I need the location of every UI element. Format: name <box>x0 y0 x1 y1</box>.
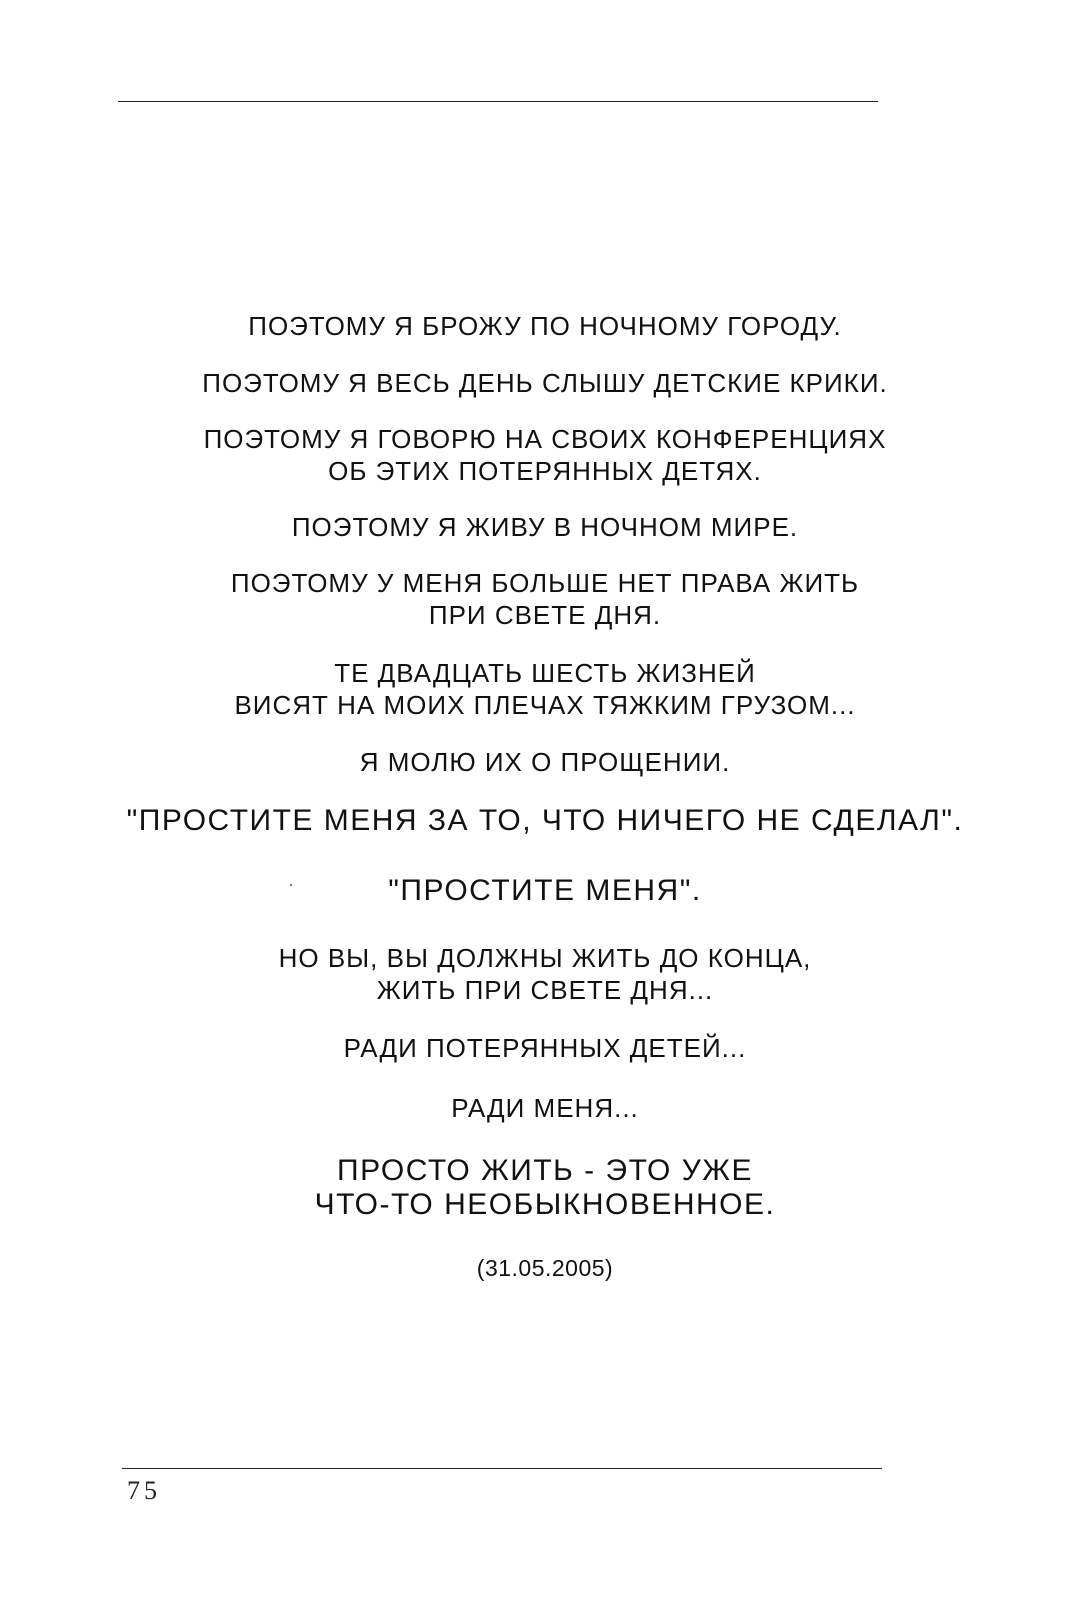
paragraph-line: ПОЭТОМУ У МЕНЯ БОЛЬШЕ НЕТ ПРАВА ЖИТЬ <box>230 568 860 598</box>
paragraph-line: НО ВЫ, ВЫ ДОЛЖНЫ ЖИТЬ ДО КОНЦА, <box>278 943 812 973</box>
paragraph-line: ВИСЯТ НА МОИХ ПЛЕЧАХ ТЯЖКИМ ГРУЗОМ... <box>234 690 856 720</box>
paragraph-7 <box>60 746 1030 778</box>
paragraph-line: ЧТО-ТО НЕОБЫКНОВЕННОЕ. <box>314 1188 776 1221</box>
paragraph-10 <box>60 942 1030 1006</box>
paragraph-line: ПОЭТОМУ Я ВЕСЬ ДЕНЬ СЛЫШУ ДЕТСКИЕ КРИКИ. <box>202 368 888 398</box>
paragraph-line: ПОЭТОМУ Я БРОЖУ ПО НОЧНОМУ ГОРОДУ. <box>248 311 842 341</box>
date-line <box>60 1252 1030 1284</box>
bottom-divider <box>122 1468 882 1469</box>
paragraph-3 <box>60 423 1030 487</box>
date-text: (31.05.2005) <box>476 1255 614 1281</box>
paragraph-1 <box>60 310 1030 342</box>
paragraph-line: ПРИ СВЕТЕ ДНЯ. <box>428 600 662 630</box>
paragraph-6 <box>60 657 1030 721</box>
paragraph-13 <box>60 1154 1030 1222</box>
paragraph-8 <box>60 804 1030 838</box>
paragraph-line: РАДИ МЕНЯ... <box>451 1093 639 1123</box>
paragraph-5 <box>60 567 1030 631</box>
paragraph-12 <box>60 1092 1030 1124</box>
paragraph-11 <box>60 1032 1030 1064</box>
paragraph-line: Я МОЛЮ ИХ О ПРОЩЕНИИ. <box>359 747 731 777</box>
paragraph-line: РАДИ ПОТЕРЯННЫХ ДЕТЕЙ... <box>343 1033 747 1063</box>
paragraph-2 <box>60 367 1030 399</box>
paragraph-4 <box>60 511 1030 543</box>
paragraph-line: ТЕ ДВАДЦАТЬ ШЕСТЬ ЖИЗНЕЙ <box>334 658 756 688</box>
paragraph-line: "ПРОСТИТЕ МЕНЯ ЗА ТО, ЧТО НИЧЕГО НЕ СДЕЛАЛ". <box>126 804 964 837</box>
page-number: 75 <box>127 1476 161 1505</box>
paragraph-line: ОБ ЭТИХ ПОТЕРЯННЫХ ДЕТЯХ. <box>328 456 762 486</box>
paragraph-line: ЖИТЬ ПРИ СВЕТЕ ДНЯ... <box>376 975 714 1005</box>
scan-speck <box>290 884 292 886</box>
text-block <box>60 310 1030 1284</box>
paragraph-line: "ПРОСТИТЕ МЕНЯ". <box>388 874 702 907</box>
paragraph-line: ПРОСТО ЖИТЬ - ЭТО УЖЕ <box>337 1154 753 1187</box>
paragraph-9 <box>60 874 1030 908</box>
top-divider <box>118 101 878 102</box>
paragraph-line: ПОЭТОМУ Я ГОВОРЮ НА СВОИХ КОНФЕРЕНЦИЯХ <box>203 424 887 454</box>
paragraph-line: ПОЭТОМУ Я ЖИВУ В НОЧНОМ МИРЕ. <box>291 512 799 542</box>
